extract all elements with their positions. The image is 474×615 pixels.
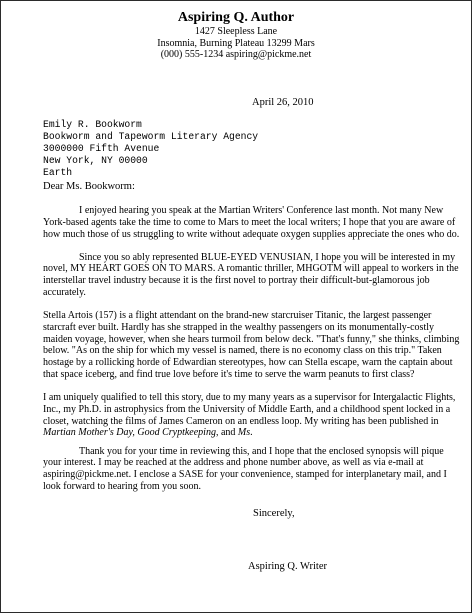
salutation: Dear Ms. Bookworm: [43,181,135,192]
recipient-agency: Bookworm and Tapeworm Literary Agency [43,131,259,143]
paragraph-intro: I enjoyed hearing you speak at the Martian Writers' Conference last month. Not many New York-based agents take the time to come to Mars to meet the local writers; I hope that you are aware of how much those of us struggling to write without adequate oxygen supplies appreciate the ones who do. [43,205,460,240]
signature-name: Aspiring Q. Writer [248,561,327,572]
bio-end: . [250,427,253,439]
publication-ms: Ms [237,427,251,439]
sender-name: Aspiring Q. Author [177,10,295,25]
recipient-city: New York, NY 00000 [43,155,148,167]
recipient-address [43,119,258,179]
paragraph-synopsis: Stella Artois (157) is a flight attendant on the brand-new starcruiser Titanic, the largest passenger starcraft ever built. Hardly has she strapped in the wealthy passengers on its monumentally-costly maiden voyage, however, when she hears turmoil from below deck. "That's funny," she thinks, climbing below. "As on the ship for which my vessel is named, there is no economy class on this trip." Taken hostage by a rollicking horde of Edwardian stereotypes, how can Stella escape, warn the captain about that space iceberg, and find true love before it's time to serve the warm peanuts to first class? [43,309,460,380]
paragraph-thanks: Thank you for your time in reviewing this, and I hope that the enclosed synopsis will pique your interest. I may be reached at the address and phone number above, as well as via e-mail at aspiring@pickme.net. I enclose a SASE for your convenience, stamped for interplanetary mail, and I look forward to hearing from you soon. [43,445,447,492]
letter-body [43,205,463,504]
closing: Sincerely, [253,508,295,519]
sender-street: 1427 Sleepless Lane [194,26,278,37]
letterhead [1,10,471,61]
recipient-name: Emily R. Bookworm [43,119,142,130]
bio-text: I am uniquely qualified to tell this story, due to my many years as a supervisor for Intergalactic Flights, Inc., my Ph.D. in astrophysics from the University of Middle Earth, and a childhood spent locked in a closet, watching the films of James Cameron on an endless loop. My writing has been published in [43,391,456,427]
paragraph-bio [43,392,463,439]
sender-city: Insomnia, Burning Plateau 13299 Mars [157,37,315,49]
bio-and: , and [215,427,238,439]
recipient-street: 3000000 Fifth Avenue [43,143,160,155]
paragraph-pitch: Since you so ably represented BLUE-EYED VENUSIAN, I hope you will be interested in my novel, MY HEART GOES ON TO MARS. A romantic thriller, MHGOTM will appeal to workers in the interstellar travel industry because it is the first novel to portray their difficult-but-glamorous job accurately. [43,251,459,298]
letter-date: April 26, 2010 [252,97,314,108]
recipient-planet: Earth [43,167,73,179]
sender-contact: (000) 555-1234 aspiring@pickme.net [160,49,312,60]
publication-titles: Martian Mother's Day, Good Cryptkeeping [43,427,216,439]
